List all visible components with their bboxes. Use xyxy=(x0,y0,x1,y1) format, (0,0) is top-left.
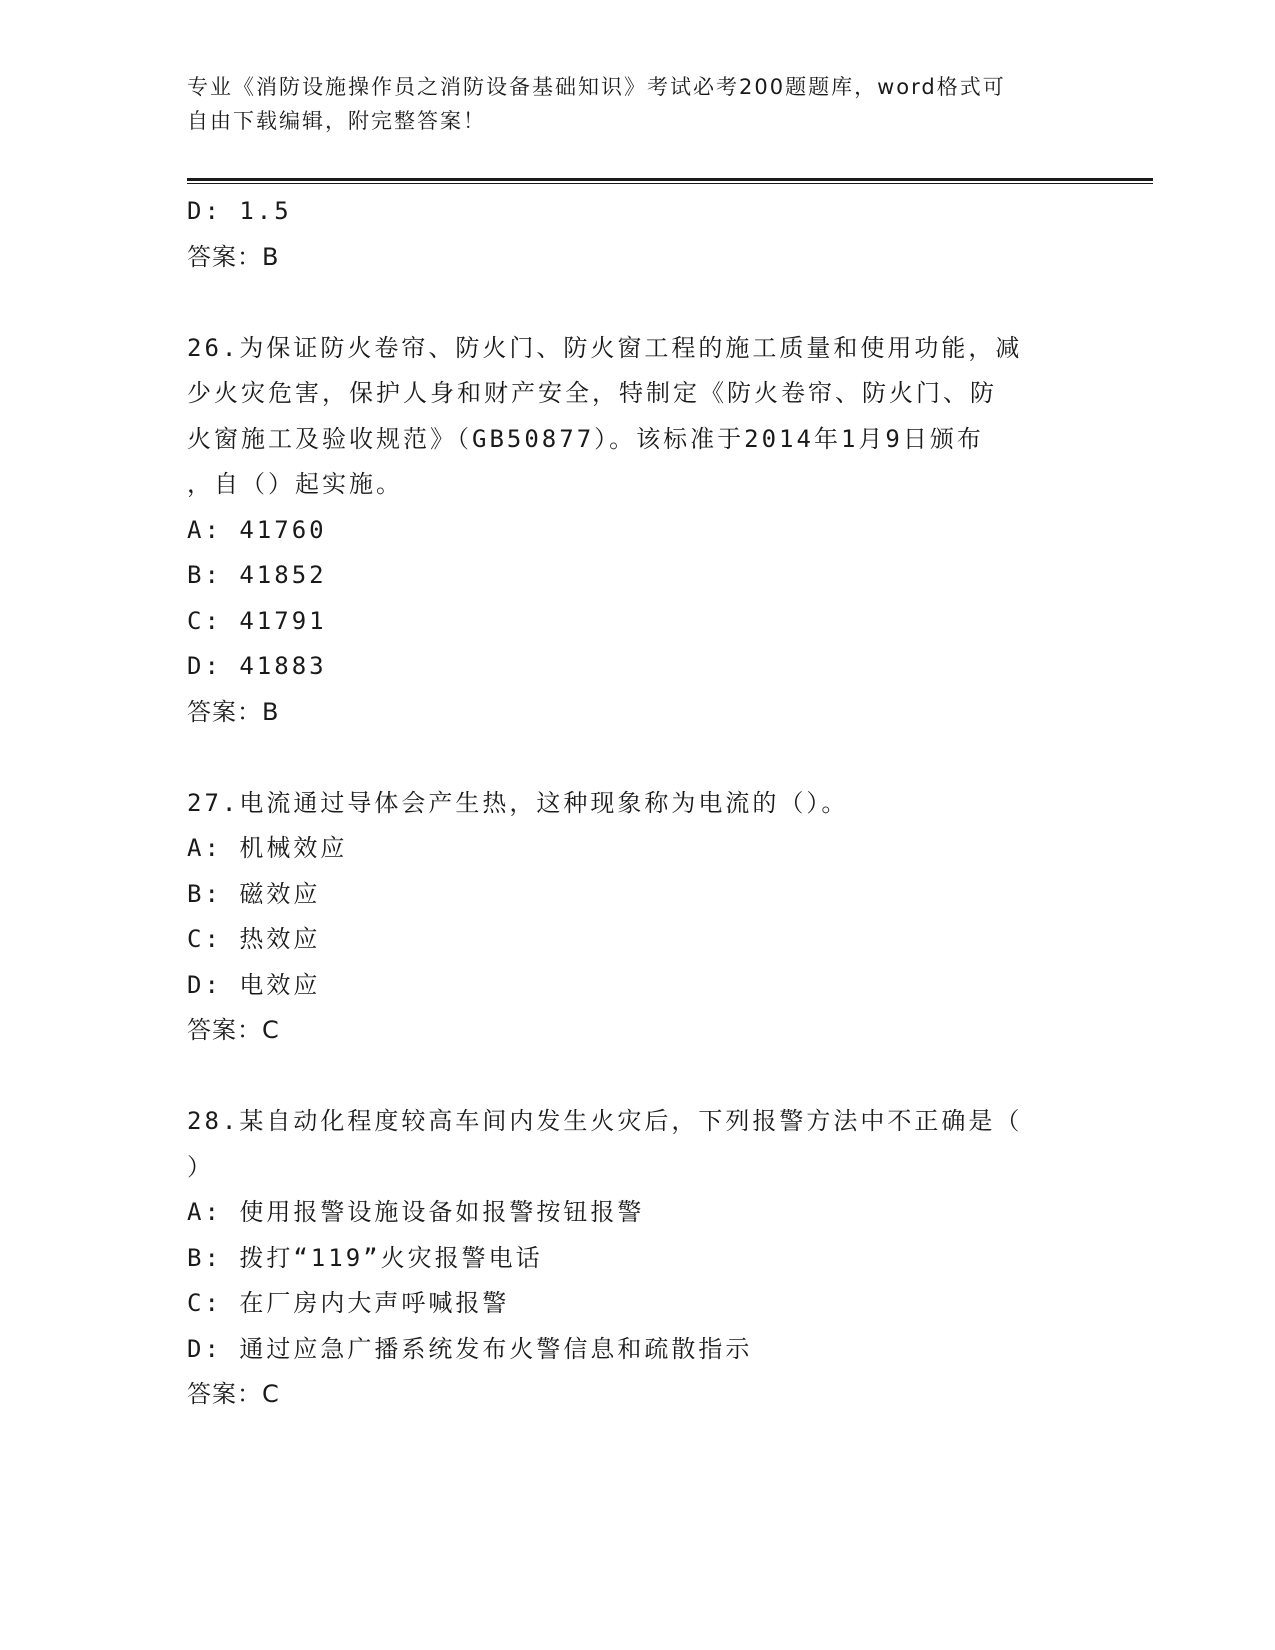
question-26 xyxy=(187,326,1087,736)
option-d: D: 通过应急广播系统发布火警信息和疏散指示 xyxy=(187,1334,753,1363)
header-rule-thick xyxy=(187,178,1153,181)
question-list xyxy=(187,189,1087,1418)
option-d: D: 1.5 xyxy=(187,197,292,225)
answer: 答案：C xyxy=(187,1016,280,1044)
answer: 答案：B xyxy=(187,242,280,271)
option-c: C: 在厂房内大声呼喊报警 xyxy=(187,1289,510,1317)
option-c: C: 41791 xyxy=(187,606,327,635)
question-stem-line: ，自（）起实施。 xyxy=(187,470,403,498)
option-d: D: 41883 xyxy=(187,652,327,680)
option-a: A: 使用报警设施设备如报警按钮报警 xyxy=(187,1198,645,1226)
option-d: D: 电效应 xyxy=(187,970,321,999)
option-c: C: 热效应 xyxy=(187,925,321,953)
answer: 答案：C xyxy=(187,1380,280,1408)
question-27 xyxy=(187,781,1087,1054)
option-a: A: 41760 xyxy=(187,515,327,544)
header-line-1: 专业《消防设施操作员之消防设备基础知识》考试必考200题题库，word格式可 xyxy=(187,75,1006,99)
question-stem-line: 少火灾危害，保护人身和财产安全，特制定《防火卷帘、防火门、防 xyxy=(187,379,997,407)
question-stem-line: 28.某自动化程度较高车间内发生火灾后，下列报警方法中不正确是（ xyxy=(187,1107,1023,1135)
option-a: A: 机械效应 xyxy=(187,834,348,862)
question-stem-line: ） xyxy=(187,1152,214,1181)
document-header xyxy=(187,70,1087,138)
header-line-2: 自由下载编辑，附完整答案！ xyxy=(187,109,486,133)
question-stem-line: 27.电流通过导体会产生热，这种现象称为电流的（）。 xyxy=(187,788,849,817)
question-stem-line: 26.为保证防火卷帘、防火门、防火窗工程的施工质量和使用功能，减 xyxy=(187,333,1023,362)
option-b: B: 磁效应 xyxy=(187,879,321,908)
option-b: B: 拨打“119”火灾报警电话 xyxy=(187,1243,543,1272)
option-b: B: 41852 xyxy=(187,561,327,589)
header-rule-thin xyxy=(187,183,1153,184)
question-28 xyxy=(187,1099,1087,1418)
answer: 答案：B xyxy=(187,697,280,726)
previous-question-tail xyxy=(187,189,1087,280)
question-stem-line: 火窗施工及验收规范》（GB50877）。该标准于2014年1月9日颁布 xyxy=(187,424,984,453)
